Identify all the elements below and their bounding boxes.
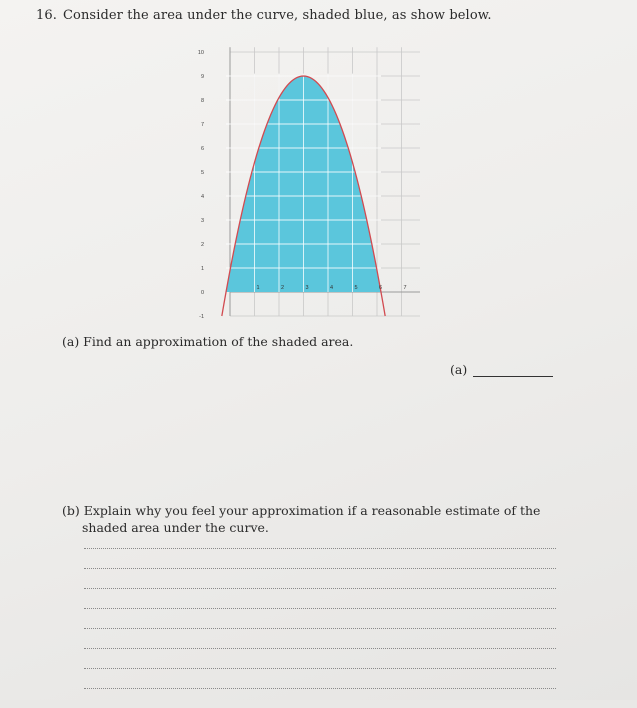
part-b-prompt <box>62 502 562 536</box>
y-tick-label: 7 <box>200 122 204 128</box>
y-tick-label: 2 <box>200 242 204 248</box>
y-tick-label: 1 <box>200 266 204 272</box>
y-tick-label: 10 <box>197 50 204 56</box>
question-heading <box>36 8 492 23</box>
part-a-answer-label: (a) <box>450 362 468 377</box>
x-tick-label: 4 <box>330 285 334 291</box>
y-tick-label: 3 <box>200 218 204 224</box>
y-tick-label: 6 <box>200 146 204 152</box>
y-tick-label: 5 <box>200 170 204 176</box>
y-tick-label: -1 <box>199 314 204 320</box>
x-tick-label: 6 <box>379 285 383 291</box>
y-tick-label: 8 <box>200 98 204 104</box>
y-tick-label: 0 <box>200 290 204 296</box>
area-under-curve-graph <box>180 30 420 330</box>
x-tick-label: 5 <box>354 285 358 291</box>
answer-line[interactable] <box>84 548 556 549</box>
answer-line[interactable] <box>84 568 556 569</box>
answer-line[interactable] <box>84 688 556 689</box>
y-tick-label: 9 <box>200 74 204 80</box>
part-a-answer-line[interactable] <box>473 366 553 377</box>
x-tick-label: 3 <box>305 285 309 291</box>
answer-line[interactable] <box>84 588 556 589</box>
question-text: Consider the area under the curve, shaded blue, as show below. <box>62 8 492 23</box>
x-tick-label: 2 <box>281 285 285 291</box>
part-a-answer <box>450 362 553 377</box>
answer-line[interactable] <box>84 608 556 609</box>
part-b-text: (b) Explain why you feel your approximation if a reasonable estimate of the shaded area under the curve. <box>62 503 541 535</box>
question-number: 16. <box>36 8 57 23</box>
x-tick-label: 1 <box>256 285 260 291</box>
y-tick-label: 4 <box>200 194 204 200</box>
part-b-answer-area[interactable] <box>84 548 556 708</box>
answer-line[interactable] <box>84 648 556 649</box>
answer-line[interactable] <box>84 668 556 669</box>
x-tick-label: 7 <box>403 285 407 291</box>
part-a-prompt: (a) Find an approximation of the shaded area. <box>62 334 354 349</box>
y-axis-labels <box>198 50 204 320</box>
answer-line[interactable] <box>84 628 556 629</box>
